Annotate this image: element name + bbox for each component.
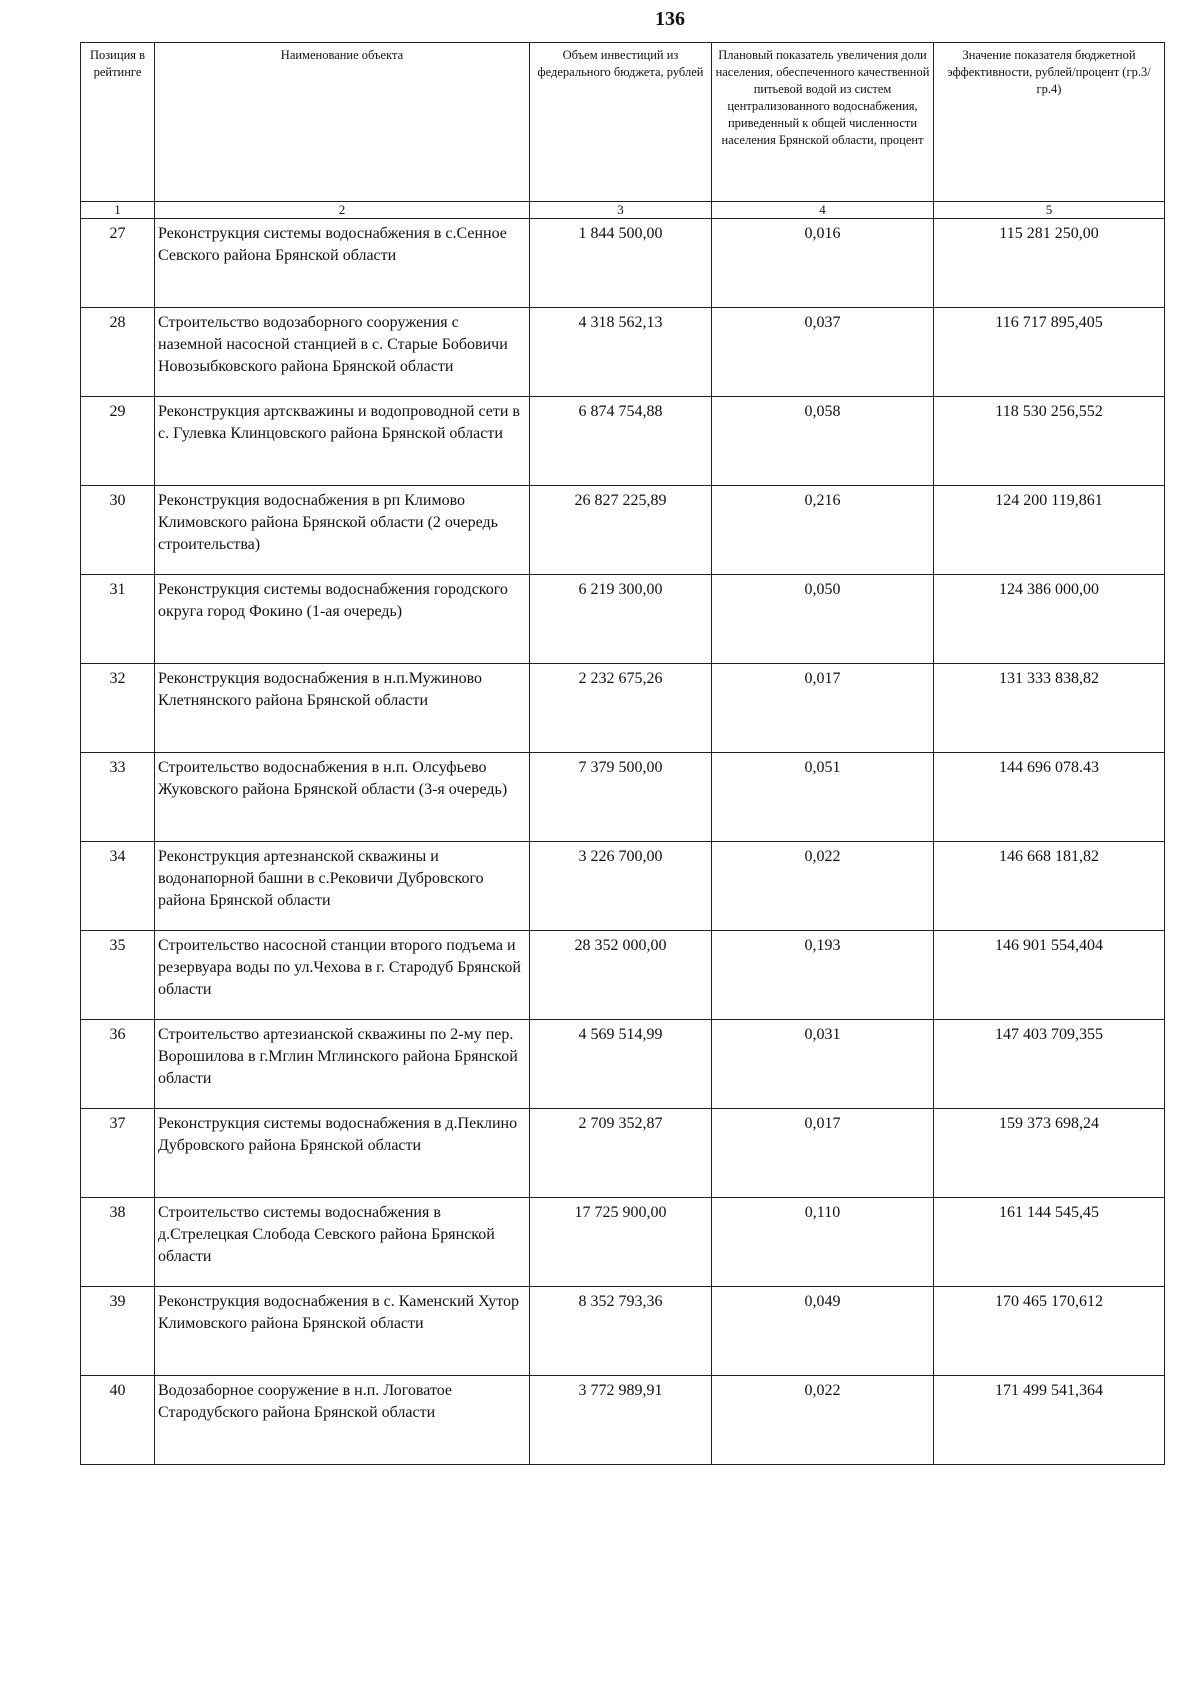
header-position: Позиция в рейтинге (81, 43, 155, 202)
table-row (81, 308, 1165, 397)
table-row (81, 219, 1165, 308)
row-object-name: Реконструкция артезнанской скважины и водонапорной башни в с.Рековичи Дубровского района Брянской области (155, 842, 530, 931)
row-population-share: 0,022 (712, 842, 934, 931)
row-population-share: 0,193 (712, 931, 934, 1020)
row-investment: 28 352 000,00 (530, 931, 712, 1020)
page-number: 136 (655, 8, 685, 30)
header-object-name: Наименование объекта (155, 43, 530, 202)
row-position: 33 (81, 753, 155, 842)
table-row (81, 575, 1165, 664)
row-efficiency: 159 373 698,24 (934, 1109, 1165, 1198)
row-population-share: 0,049 (712, 1287, 934, 1376)
row-position: 27 (81, 219, 155, 308)
row-investment: 6 874 754,88 (530, 397, 712, 486)
row-population-share: 0,110 (712, 1198, 934, 1287)
row-position: 40 (81, 1376, 155, 1465)
row-population-share: 0,017 (712, 664, 934, 753)
table-row (81, 1287, 1165, 1376)
row-population-share: 0,050 (712, 575, 934, 664)
row-investment: 17 725 900,00 (530, 1198, 712, 1287)
row-investment: 7 379 500,00 (530, 753, 712, 842)
row-object-name: Строительство артезианской скважины по 2-му пер. Ворошилова в г.Мглин Мглинского района Брянской области (155, 1020, 530, 1109)
row-object-name: Реконструкция водоснабжения в н.п.Мужиново Клетнянского района Брянской области (155, 664, 530, 753)
column-number: 4 (712, 202, 934, 219)
row-efficiency: 144 696 078.43 (934, 753, 1165, 842)
row-efficiency: 115 281 250,00 (934, 219, 1165, 308)
row-investment: 2 709 352,87 (530, 1109, 712, 1198)
row-object-name: Реконструкция системы водоснабжения в д.Пеклино Дубровского района Брянской области (155, 1109, 530, 1198)
table-header-row (81, 43, 1165, 202)
row-population-share: 0,216 (712, 486, 934, 575)
row-object-name: Строительство насосной станции второго подъема и резервуара воды по ул.Чехова в г. Стародуб Брянской области (155, 931, 530, 1020)
row-position: 35 (81, 931, 155, 1020)
table-row (81, 931, 1165, 1020)
row-position: 34 (81, 842, 155, 931)
table-row (81, 842, 1165, 931)
table-row (81, 1020, 1165, 1109)
row-position: 31 (81, 575, 155, 664)
row-investment: 3 226 700,00 (530, 842, 712, 931)
row-population-share: 0,058 (712, 397, 934, 486)
row-population-share: 0,016 (712, 219, 934, 308)
column-numbers-row (81, 202, 1165, 219)
row-population-share: 0,037 (712, 308, 934, 397)
row-investment: 4 569 514,99 (530, 1020, 712, 1109)
row-object-name: Реконструкция системы водоснабжения в с.Сенное Севского района Брянской области (155, 219, 530, 308)
row-efficiency: 124 386 000,00 (934, 575, 1165, 664)
row-position: 36 (81, 1020, 155, 1109)
column-number: 3 (530, 202, 712, 219)
header-investment: Объем инвестиций из федерального бюджета, рублей (530, 43, 712, 202)
row-object-name: Реконструкция системы водоснабжения городского округа город Фокино (1-ая очередь) (155, 575, 530, 664)
table-row (81, 1109, 1165, 1198)
header-efficiency: Значение показателя бюджетной эффективности, рублей/процент (гр.3/гр.4) (934, 43, 1165, 202)
rating-table (80, 42, 1165, 1465)
row-investment: 1 844 500,00 (530, 219, 712, 308)
row-object-name: Водозаборное сооружение в н.п. Логоватое Стародубского района Брянской области (155, 1376, 530, 1465)
row-position: 37 (81, 1109, 155, 1198)
row-efficiency: 146 668 181,82 (934, 842, 1165, 931)
row-object-name: Реконструкция артскважины и водопроводной сети в с. Гулевка Клинцовского района Брянской области (155, 397, 530, 486)
column-number: 2 (155, 202, 530, 219)
table-row (81, 486, 1165, 575)
row-position: 39 (81, 1287, 155, 1376)
row-investment: 4 318 562,13 (530, 308, 712, 397)
row-position: 29 (81, 397, 155, 486)
row-efficiency: 171 499 541,364 (934, 1376, 1165, 1465)
row-investment: 8 352 793,36 (530, 1287, 712, 1376)
table-row (81, 753, 1165, 842)
row-investment: 6 219 300,00 (530, 575, 712, 664)
row-position: 32 (81, 664, 155, 753)
row-position: 30 (81, 486, 155, 575)
row-investment: 3 772 989,91 (530, 1376, 712, 1465)
row-investment: 26 827 225,89 (530, 486, 712, 575)
row-efficiency: 118 530 256,552 (934, 397, 1165, 486)
row-investment: 2 232 675,26 (530, 664, 712, 753)
row-object-name: Реконструкция водоснабжения в рп Климово Климовского района Брянской области (2 очередь строительства) (155, 486, 530, 575)
table-row (81, 1376, 1165, 1465)
table-row (81, 397, 1165, 486)
row-efficiency: 131 333 838,82 (934, 664, 1165, 753)
row-population-share: 0,031 (712, 1020, 934, 1109)
row-population-share: 0,051 (712, 753, 934, 842)
row-object-name: Реконструкция водоснабжения в с. Каменский Хутор Климовского района Брянской области (155, 1287, 530, 1376)
row-efficiency: 147 403 709,355 (934, 1020, 1165, 1109)
row-position: 28 (81, 308, 155, 397)
row-object-name: Строительство водозаборного сооружения с наземной насосной станцией в с. Старые Бобовичи Новозыбковского района Брянской области (155, 308, 530, 397)
header-population-share: Плановый показатель увеличения доли населения, обеспеченного качественной питьевой водой из систем централизованного водоснабжения, приведенный к общей численности населения Брянской области, процент (712, 43, 934, 202)
column-number: 1 (81, 202, 155, 219)
row-efficiency: 146 901 554,404 (934, 931, 1165, 1020)
row-population-share: 0,022 (712, 1376, 934, 1465)
row-efficiency: 161 144 545,45 (934, 1198, 1165, 1287)
table-row (81, 664, 1165, 753)
table-row (81, 1198, 1165, 1287)
row-efficiency: 124 200 119,861 (934, 486, 1165, 575)
row-position: 38 (81, 1198, 155, 1287)
column-number: 5 (934, 202, 1165, 219)
row-object-name: Строительство водоснабжения в н.п. Олсуфьево Жуковского района Брянской области (3-я очередь) (155, 753, 530, 842)
row-object-name: Строительство системы водоснабжения в д.Стрелецкая Слобода Севского района Брянской области (155, 1198, 530, 1287)
row-efficiency: 170 465 170,612 (934, 1287, 1165, 1376)
row-population-share: 0,017 (712, 1109, 934, 1198)
row-efficiency: 116 717 895,405 (934, 308, 1165, 397)
